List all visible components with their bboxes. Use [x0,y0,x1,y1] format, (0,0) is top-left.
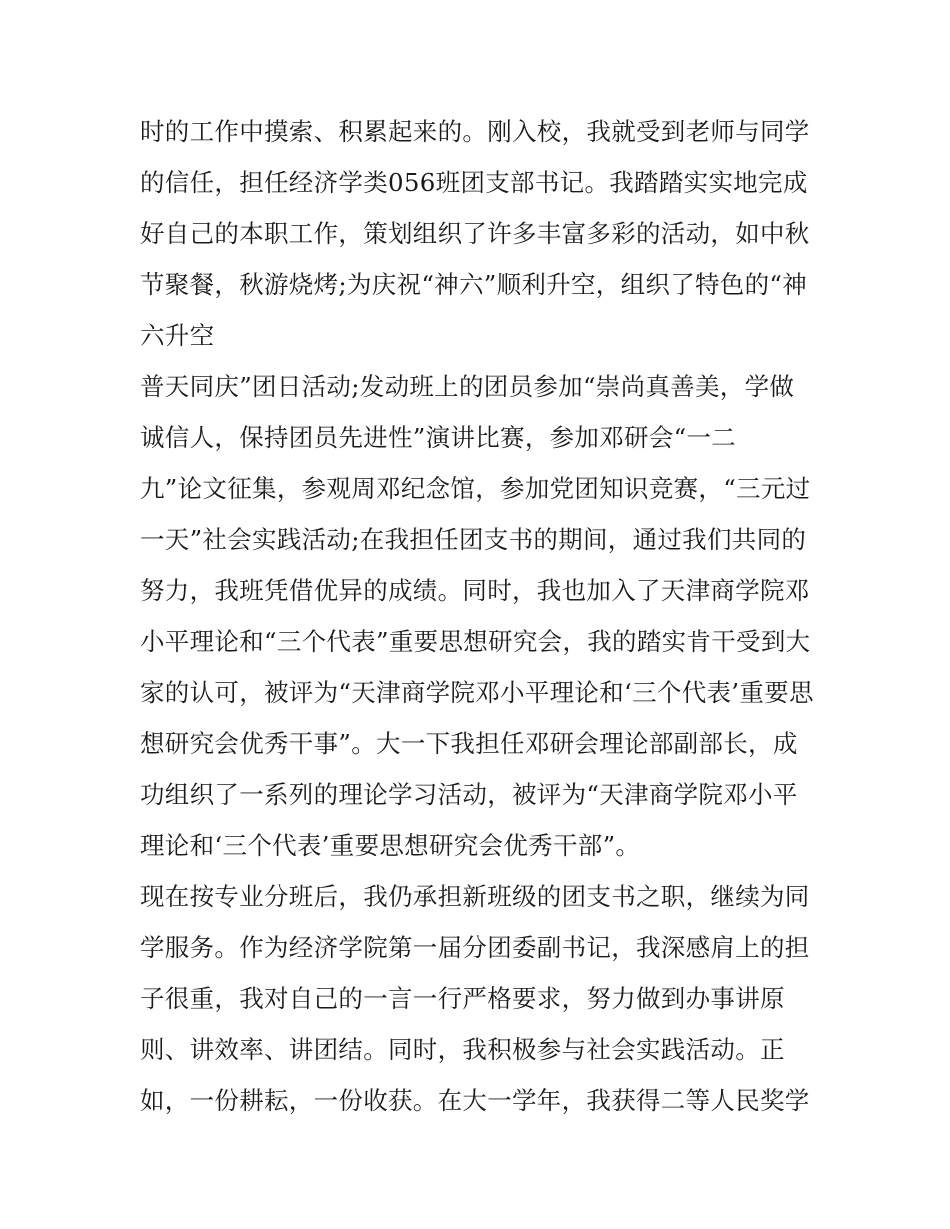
text-line: 如，一份耕耘，一份收获。在大一学年，我获得二等人民奖学 [140,1086,810,1115]
text-line: 九”论文征集，参观周邓纪念馆，参加党团知识竞赛，“三元过 [140,474,811,503]
text-line: 家的认可，被评为“天津商学院邓小平理论和‘三个代表’重要思 [140,678,814,707]
text-line: 诚信人，保持团员先进性”演讲比赛，参加邓研会“一二 [140,423,737,452]
text-line: 现在按专业分班后，我仍承担新班级的团支书之职，继续为同 [140,882,810,911]
text-line: 则、讲效率、讲团结。同时，我积极参与社会实践活动。正 [140,1035,785,1064]
text-line: 努力，我班凭借优异的成绩。同时，我也加入了天津商学院邓 [140,576,810,605]
text-line: 节聚餐，秋游烧烤;为庆祝“神六”顺利升空，组织了特色的“神 [140,270,808,299]
text-line: 六升空 [140,321,215,350]
text-line: 一天”社会实践活动;在我担任团支书的期间，通过我们共同的 [140,525,807,554]
text-line: 小平理论和“三个代表”重要思想研究会，我的踏实肯干受到大 [140,627,811,656]
body-text [140,106,830,1126]
text-line: 学服务。作为经济学院第一届分团委副书记，我深感肩上的担 [140,933,810,962]
text-line: 子很重，我对自己的一言一行严格要求，努力做到办事讲原 [140,984,785,1013]
text-line: 的信任，担任经济学类056班团支部书记。我踏踏实实地完成 [140,168,808,197]
text-line: 普天同庆”团日活动;发动班上的团员参加“崇尚真善美，学做 [140,372,795,401]
text-line: 时的工作中摸索、积累起来的。刚入校，我就受到老师与同学 [140,117,810,146]
text-line: 想研究会优秀干事”。大一下我担任邓研会理论部副部长，成 [140,729,798,758]
text-line: 功组织了一系列的理论学习活动，被评为“天津商学院邓小平 [140,780,798,809]
text-line: 好自己的本职工作，策划组织了许多丰富多彩的活动，如中秋 [140,219,810,248]
text-line: 理论和‘三个代表’重要思想研究会优秀干部”。 [140,831,641,860]
